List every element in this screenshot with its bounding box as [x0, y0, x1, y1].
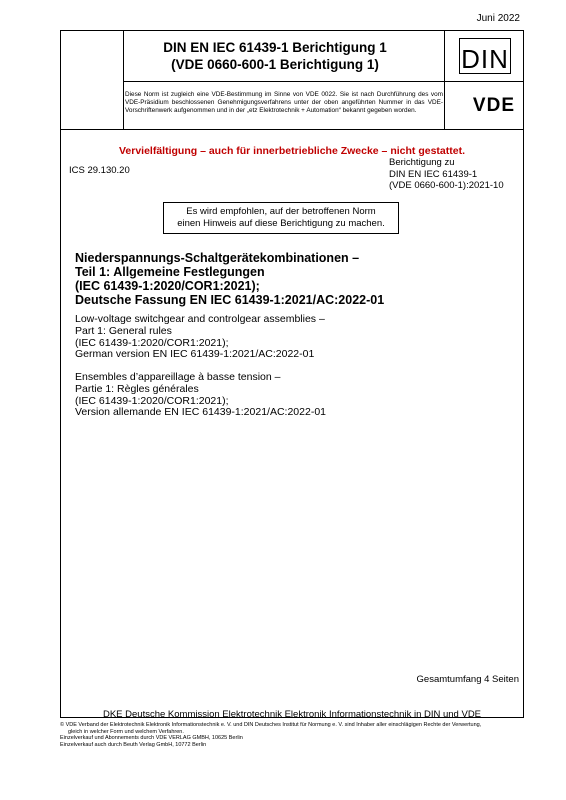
english-title-line: German version EN IEC 61439-1:2021/AC:2022-01: [75, 348, 315, 361]
english-title-line: Low-voltage switchgear and controlgear assemblies –: [75, 313, 325, 325]
footer-line: © VDE Verband der Elektrotechnik Elektronik Informationstechnik e. V. und DIN Deutsches Institut für Normung e. V. sind Inhaber aller einschlägigen Rechte der Verwertung,: [60, 722, 482, 728]
copyright-footer: [60, 722, 524, 748]
title-page-frame: [60, 30, 524, 718]
footer-line: gleich in welcher Form und welchem Verfahren.: [68, 728, 184, 735]
english-title-line: (IEC 61439-1:2020/COR1:2021);: [75, 336, 229, 349]
ics-code: ICS 29.130.20: [69, 165, 130, 176]
french-title: [75, 372, 326, 419]
footer-line: Einzelverkauf und Abonnements durch VDE VERLAG GMBH, 10625 Berlin: [60, 735, 243, 742]
din-logo: [459, 38, 511, 74]
english-title-line: Part 1: General rules: [75, 324, 172, 337]
document-title-line2: (VDE 0660-600-1 Berichtigung 1): [171, 57, 379, 72]
dke-line: DKE Deutsche Kommission Elektrotechnik Elektronik Informationstechnik in DIN und VDE: [102, 709, 482, 720]
document-title: [125, 39, 425, 73]
hint-box: [163, 202, 399, 234]
german-title-line: Deutsche Fassung EN IEC 61439-1:2021/AC:2022-01: [75, 293, 385, 307]
title-divider: [123, 81, 523, 82]
correction-reference-line1: Berichtigung zu: [389, 157, 455, 168]
english-title: [75, 314, 325, 361]
reproduction-notice: Vervielfältigung – auch für innerbetriebliche Zwecke – nicht gestattet.: [118, 145, 465, 157]
document-title-line1: DIN EN IEC 61439-1 Berichtigung 1: [163, 40, 387, 55]
correction-reference-line3: (VDE 0660-600-1):2021-10: [389, 180, 504, 191]
german-title: [75, 251, 384, 307]
german-title-line: Niederspannungs-Schaltgerätekombinationen –: [75, 251, 360, 265]
french-title-line: Ensembles d’appareillage à basse tension –: [75, 371, 281, 383]
publication-date: Juni 2022: [476, 13, 520, 24]
french-title-line: Partie 1: Règles générales: [75, 382, 199, 395]
french-title-line: Version allemande EN IEC 61439-1:2021/AC:2022-01: [75, 406, 326, 419]
french-title-line: (IEC 61439-1:2020/COR1:2021);: [75, 394, 229, 407]
footer-line: Einzelverkauf auch durch Beuth Verlag GmbH, 10772 Berlin: [60, 741, 207, 748]
correction-reference-line2: DIN EN IEC 61439-1: [389, 168, 478, 180]
total-pages: Gesamtumfang 4 Seiten: [416, 674, 519, 685]
correction-reference: [389, 157, 504, 192]
din-logo-text: DIN: [461, 44, 509, 74]
vde-logo: VDE: [472, 95, 515, 116]
logo-column-divider: [444, 31, 445, 129]
hint-box-line1: Es wird empfohlen, auf der betroffenen Norm: [186, 206, 376, 217]
left-column-divider: [123, 31, 124, 129]
vde-note: Diese Norm ist zugleich eine VDE-Bestimmung im Sinne von VDE 0022. Sie ist nach Durchführung des vom VDE-Präsidium beschlossenen Genehmigungsverfahrens unter der oben angeführten Nummer in das VDE-Vorschriftenwerk aufgenommen und in der „etz Elektrotechnik + Automation“ bekannt gegeben worden.: [125, 91, 443, 115]
german-title-line: Teil 1: Allgemeine Festlegungen: [75, 265, 265, 279]
german-title-line: (IEC 61439-1:2020/COR1:2021);: [75, 279, 260, 293]
header-bottom-divider: [61, 129, 523, 130]
hint-box-line2: einen Hinweis auf diese Berichtigung zu machen.: [177, 218, 385, 229]
